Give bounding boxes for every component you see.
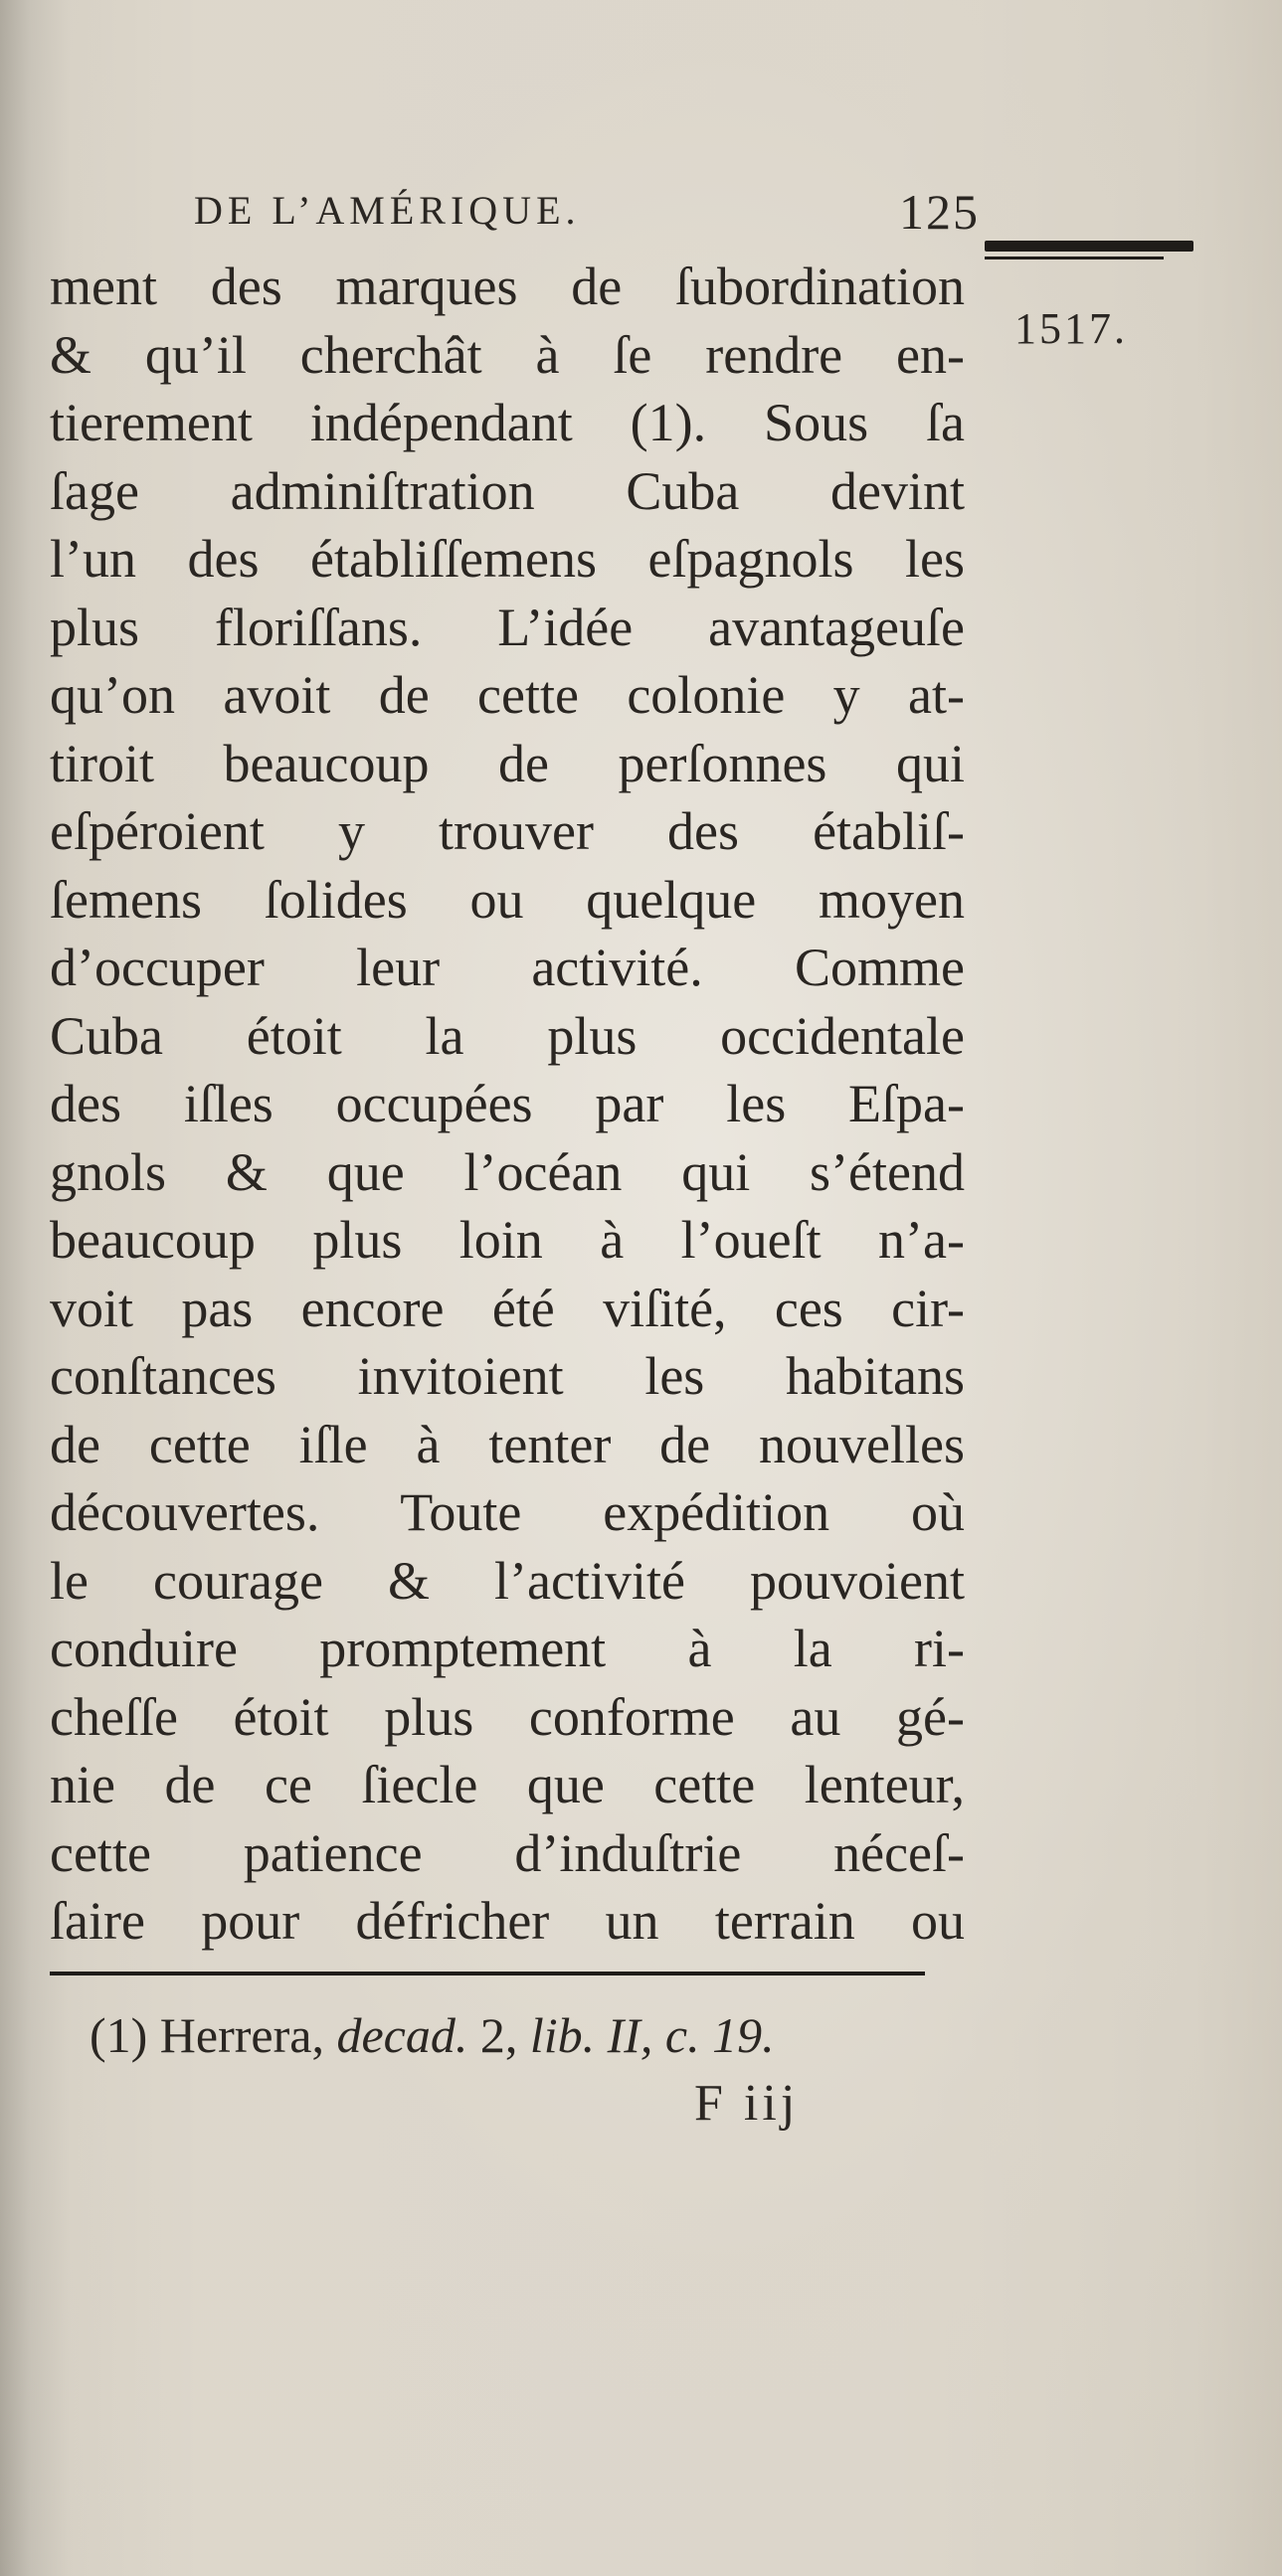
text-line: conſtances invitoient les habitans: [50, 1346, 965, 1406]
text-line: ment des marques de ſubordination: [50, 257, 965, 316]
page-number: 125: [899, 184, 980, 240]
signature-mark: F iij: [694, 2075, 800, 2132]
text-line: & qu’il cherchât à ſe rendre en-: [50, 324, 965, 385]
text-line: des iſles occupées par les Eſpa-: [50, 1074, 965, 1133]
page-header: [194, 184, 980, 240]
footnote-decad: decad.: [336, 2007, 468, 2063]
text-line: beaucoup plus loin à l’oueſt n’a-: [50, 1210, 965, 1270]
margin-year: 1517.: [1014, 304, 1128, 353]
footnote-decad-number: 2,: [479, 2007, 518, 2063]
body-text: [50, 253, 965, 1956]
text-line: cette patience d’induſtrie néceſ-: [50, 1822, 965, 1883]
text-line: de cette iſle à tenter de nouvelles: [50, 1414, 965, 1474]
text-line: ſemens ſolides ou quelque moyen: [50, 869, 965, 930]
text-line: nie de ce ſiecle que cette lenteur,: [50, 1755, 965, 1814]
text-line: Cuba étoit la plus occidentale: [50, 1005, 965, 1066]
text-line: gnols & que l’océan qui s’étend: [50, 1141, 965, 1202]
footnote-lib: lib. II,: [529, 2007, 653, 2063]
text-line: l’un des établiſſemens eſpagnols les: [50, 529, 965, 589]
text-line: le courage & l’activité pouvoient: [50, 1550, 965, 1611]
text-line: eſpéroient y trouver des établiſ-: [50, 801, 965, 861]
margin-rule-thick: [985, 241, 1193, 252]
text-line: voit pas encore été viſité, ces cir-: [50, 1278, 965, 1338]
text-line: tierement indépendant (1). Sous ſa: [50, 393, 965, 452]
text-line: qu’on avoit de cette colonie y at-: [50, 665, 965, 725]
margin-rule-thin: [985, 257, 1164, 259]
footnote: [90, 2006, 945, 2064]
text-line: tiroit beaucoup de perſonnes qui: [50, 733, 965, 793]
footnote-cap: c. 19.: [664, 2007, 775, 2063]
text-line: découvertes. Toute expédition où: [50, 1482, 965, 1542]
text-line: ſaire pour défricher un terrain ou: [50, 1891, 965, 1951]
text-line: cheſſe étoit plus conforme au gé-: [50, 1686, 965, 1747]
text-line: plus floriſſans. L’idée avantageuſe: [50, 597, 965, 657]
margin-rule: [985, 241, 1193, 259]
text-line: d’occuper leur activité. Comme: [50, 938, 965, 997]
running-title: DE L’AMÉRIQUE.: [194, 188, 581, 233]
footnote-rule: [50, 1972, 925, 1975]
text-line: conduire promptement à la ri-: [50, 1619, 965, 1678]
footnote-marker: (1) Herrera,: [90, 2007, 324, 2063]
text-line: ſage adminiſtration Cuba devint: [50, 460, 965, 521]
